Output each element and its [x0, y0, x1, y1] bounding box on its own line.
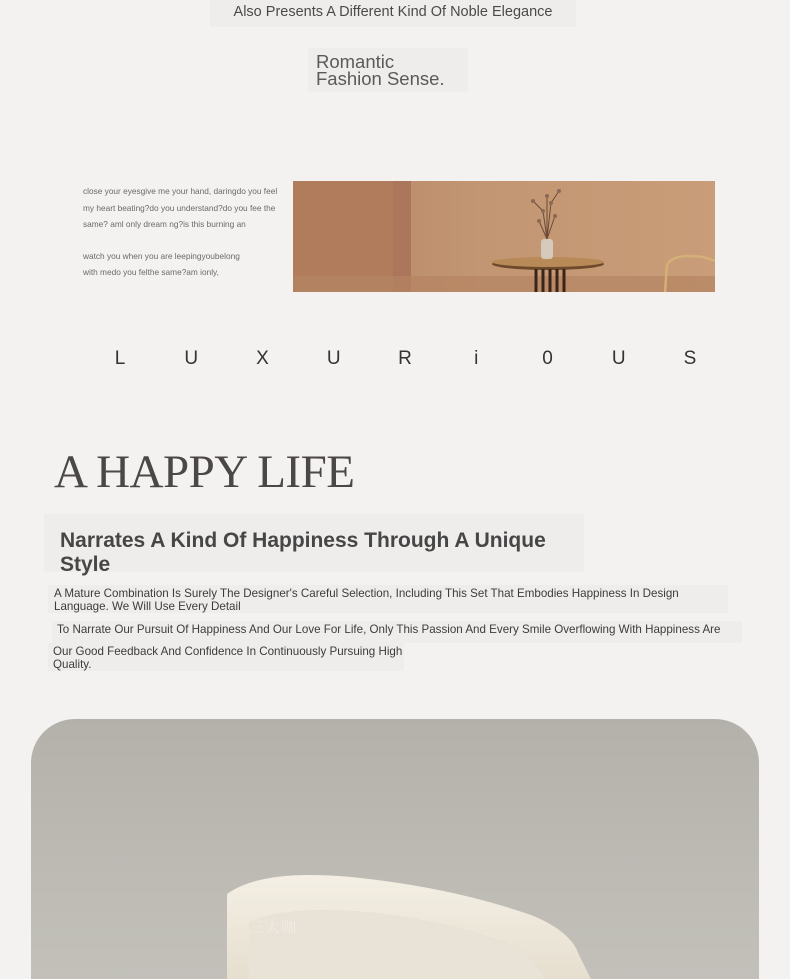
- romantic-line-1: Romantic: [316, 51, 395, 72]
- poem-line: watch you when you are leepingyoubelong: [83, 250, 240, 261]
- watermark: 三大咖: [249, 919, 298, 936]
- interior-photo: [293, 181, 715, 292]
- chair-photo: [31, 719, 759, 979]
- poem-line: with medo you felthe same?am ionly,: [83, 267, 219, 277]
- letter: U: [184, 348, 199, 369]
- description-paragraph-2: To Narrate Our Pursuit Of Happiness And Our Love For Life, Only This Passion And Every Smile Overflowing With Happiness Are: [52, 621, 742, 643]
- letter: X: [256, 348, 269, 369]
- chair-illustration: [31, 719, 759, 979]
- poem-text: [83, 183, 283, 281]
- poem-line: my heart beating?do you understand?do you fee the: [83, 202, 276, 213]
- happy-life-title: A HAPPY LIFE: [54, 446, 355, 498]
- letter: U: [611, 348, 626, 369]
- happy-subtitle: Narrates A Kind Of Happiness Through A Unique Style: [44, 514, 584, 572]
- interior-illustration: [293, 181, 715, 292]
- description-paragraph-1: A Mature Combination Is Surely The Designer's Careful Selection, Including This Set That Embodies Happiness In Design Language. We Will Use Every Detail: [48, 585, 728, 613]
- letter: L: [114, 348, 126, 369]
- romantic-line-2: Fashion Sense.: [316, 68, 445, 89]
- poem-line: close your eyesgive me your hand, daringdo you feel: [83, 186, 278, 196]
- tagline: Also Presents A Different Kind Of Noble Elegance: [210, 0, 576, 27]
- romantic-heading: [308, 48, 468, 92]
- luxurious-letters: [110, 348, 700, 370]
- letter: i: [474, 348, 479, 369]
- vase: [541, 239, 553, 259]
- letter: S: [683, 348, 697, 369]
- letter: 0: [542, 348, 553, 369]
- description-paragraph-3: Our Good Feedback And Confidence In Continuously Pursuing High Quality.: [48, 643, 404, 671]
- letter: U: [326, 348, 341, 369]
- poem-line: same? aml only dream ng?is this burning an: [83, 219, 246, 229]
- letter: R: [398, 348, 412, 369]
